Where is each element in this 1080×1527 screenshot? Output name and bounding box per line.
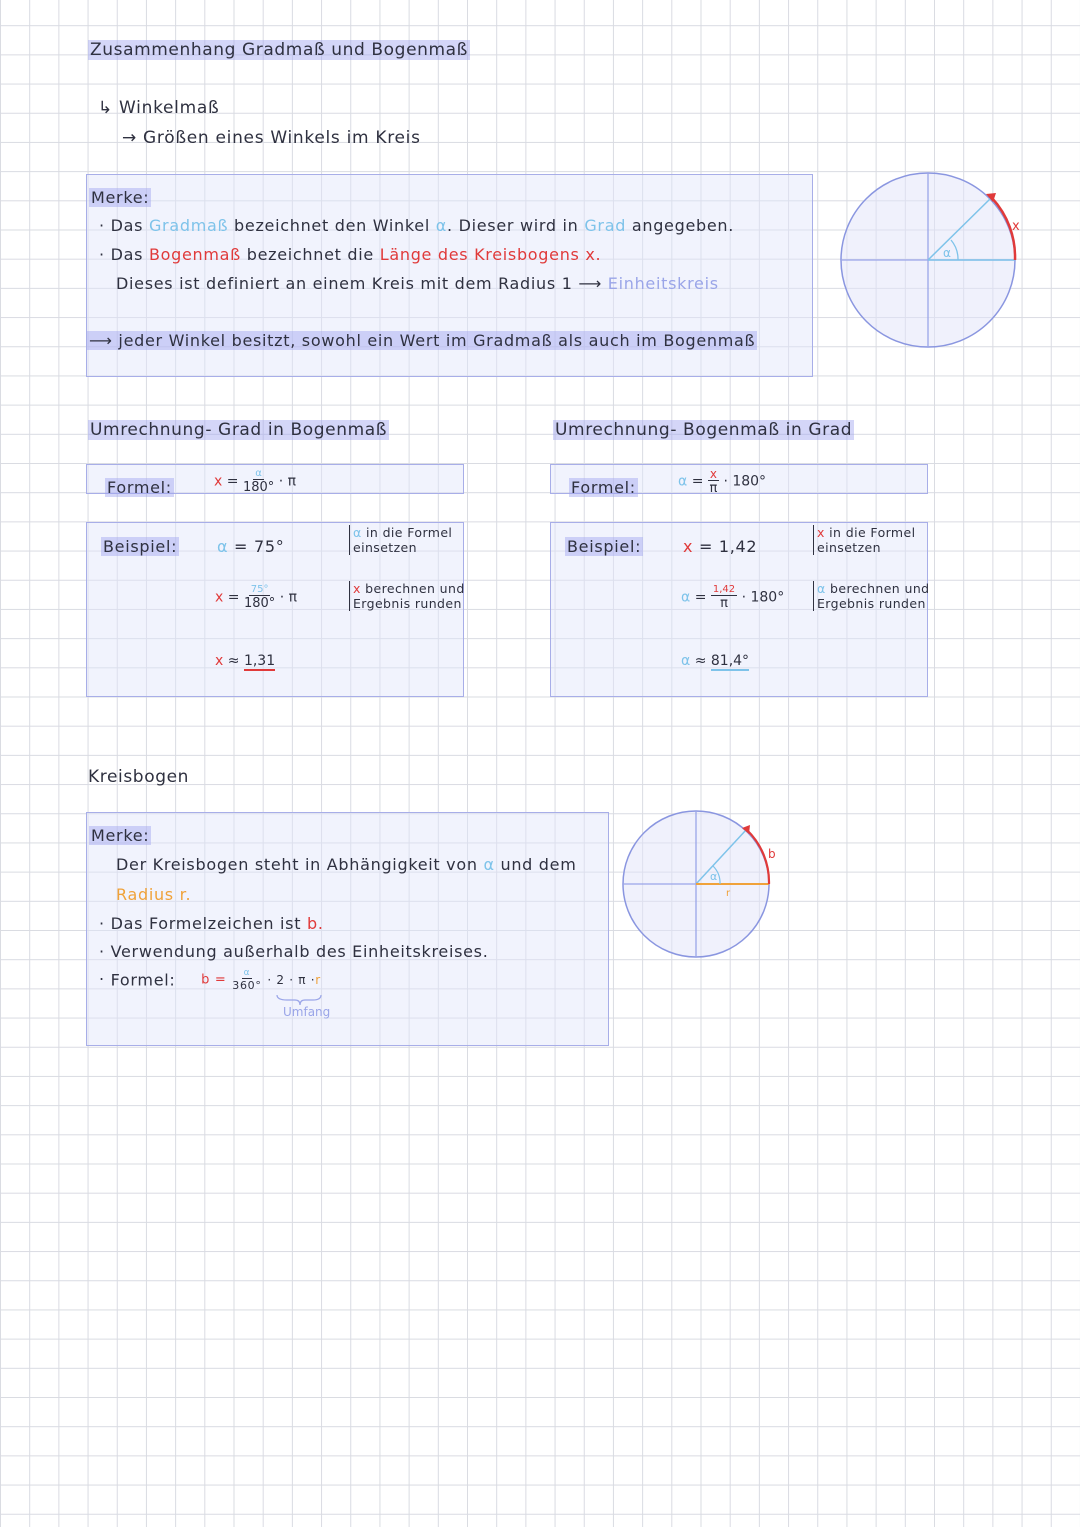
x-label: x <box>1012 219 1020 234</box>
right-beispiel-box <box>550 522 928 697</box>
right-formel: α = $\frac{x}{\pi}$ · 180° <box>678 467 767 496</box>
kreisbogen-heading: Kreisbogen <box>88 767 190 787</box>
right-note-berechnen: α berechnen und Ergebnis runden <box>813 581 929 611</box>
right-formel-box <box>550 464 928 497</box>
right-formel-label: Formel: <box>571 478 636 497</box>
left-note-einsetzen: α in die Formel einsetzen <box>349 525 452 555</box>
right-step1: x = 1,42 <box>683 537 758 556</box>
left-heading: Umrechnung- Grad in Bogenmaß <box>90 420 388 440</box>
kreisbogen-line1: Der Kreisbogen steht in Abhängigkeit von α und dem <box>116 855 577 874</box>
left-step3: x ≈ 1,31 <box>215 653 276 669</box>
intro-groessen: → Größen eines Winkels im Kreis <box>122 128 421 148</box>
kreisbogen-line3: · Das Formelzeichen ist b. <box>99 914 324 933</box>
alpha-label: α <box>943 246 951 260</box>
right-step2: α = $\frac{1,42}{\pi}$ · 180° <box>681 584 785 611</box>
merke-box-2 <box>86 812 609 1046</box>
r-label: r <box>726 888 731 899</box>
alpha-label-2: α <box>710 870 718 883</box>
merke-bullet-gradmass: · Das Gradmaß bezeichnet den Winkel α. Dieser wird in Grad angegeben. <box>99 216 735 235</box>
left-formel-label: Formel: <box>107 478 172 497</box>
left-formel-box <box>86 464 464 497</box>
right-step3: α ≈ 81,4° <box>681 653 750 669</box>
right-beispiel-label: Beispiel: <box>567 537 642 556</box>
kreisbogen-line4: · Verwendung außerhalb des Einheitskreises. <box>99 942 489 961</box>
merke-definition: Dieses ist definiert an einem Kreis mit dem Radius 1 ⟶ Einheitskreis <box>116 274 719 293</box>
merke-heading: Merke: <box>91 188 150 207</box>
left-formel: x = $\frac{\alpha}{180^\circ}$ · π <box>214 468 297 495</box>
kreisbogen-formel: · Formel: b = $\frac{\alpha}{360^\circ}$ · 2 · π ·r <box>99 968 321 992</box>
intro-winkelmass: ↳ Winkelmaß <box>98 98 220 118</box>
b-label: b <box>768 847 776 861</box>
merke-conclusion: ⟶ jeder Winkel besitzt, sowohl ein Wert im Gradmaß als auch im Bogenmaß <box>89 331 756 350</box>
umfang-label: Umfang <box>283 1005 331 1019</box>
left-beispiel-label: Beispiel: <box>103 537 178 556</box>
right-heading: Umrechnung- Bogenmaß in Grad <box>555 420 853 440</box>
right-note-einsetzen: x in die Formel einsetzen <box>813 525 915 555</box>
kreisbogen-merke: Merke: <box>91 826 150 845</box>
page-title: Zusammenhang Gradmaß und Bogenmaß <box>90 40 468 60</box>
merke-box-1 <box>86 174 813 377</box>
left-note-berechnen: x berechnen und Ergebnis runden <box>349 581 465 611</box>
left-step2: x = $\frac{75^\circ}{180^\circ}$ · π <box>215 584 298 611</box>
kreisbogen-diagram <box>618 806 788 966</box>
merke-bullet-bogenmass: · Das Bogenmaß bezeichnet die Länge des Kreisbogens x. <box>99 245 602 264</box>
kreisbogen-line2: Radius r. <box>116 885 192 904</box>
left-beispiel-box <box>86 522 464 697</box>
einheitskreis-diagram <box>836 170 1036 355</box>
left-step1: α = 75° <box>217 537 285 556</box>
